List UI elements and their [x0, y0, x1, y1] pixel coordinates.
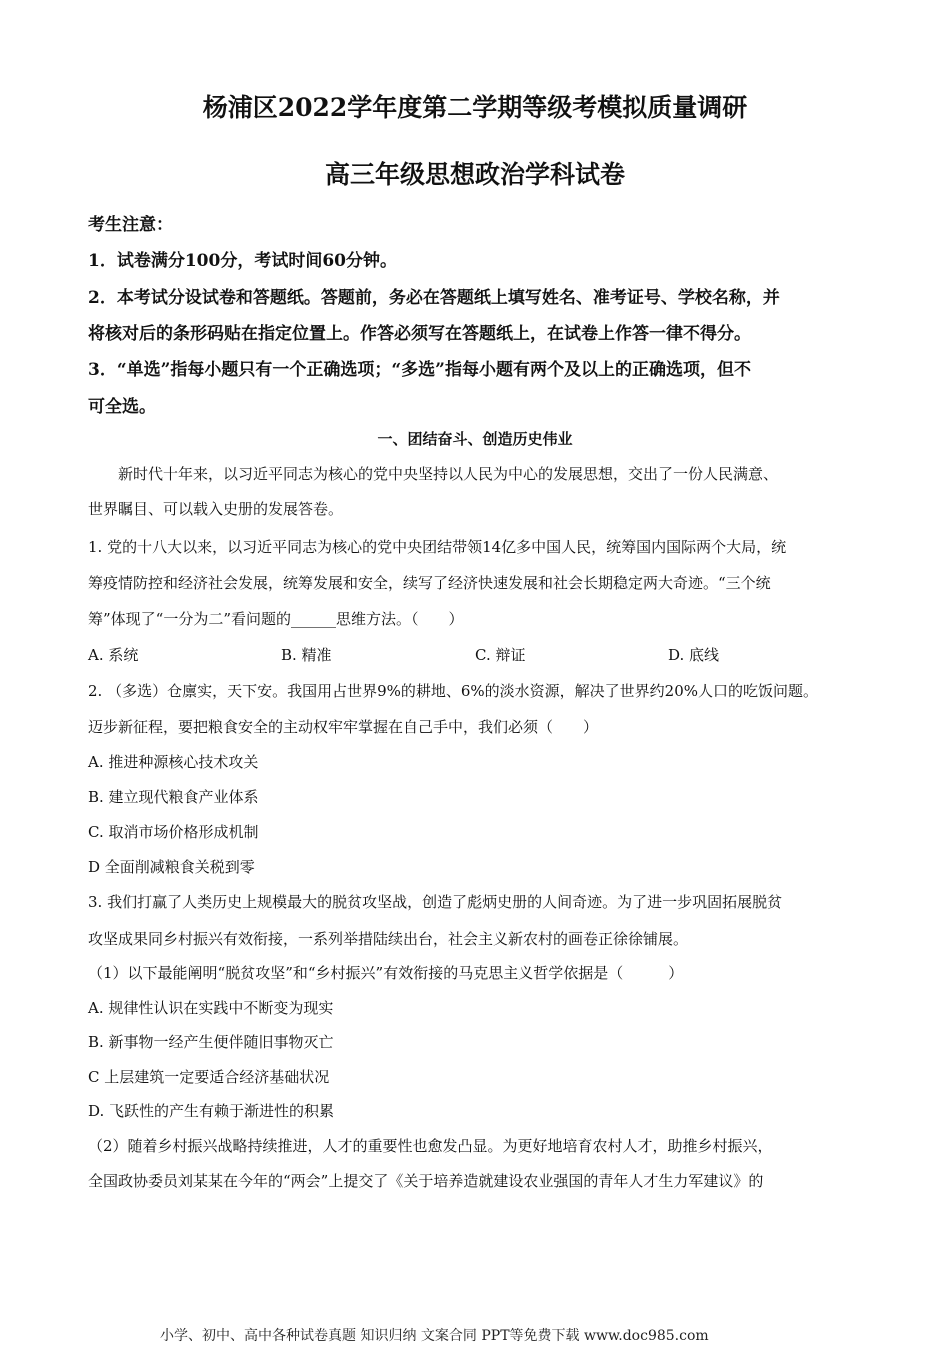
- q3-sub1-option-a: A. 规律性认识在实践中不断变为现实: [88, 999, 334, 1017]
- notice-line: 1．试卷满分100分，考试时间60分钟。: [88, 251, 397, 271]
- q2-option-a: A. 推进种源核心技术攻关: [88, 753, 259, 771]
- q1-stem-line: 筹”体现了“一分为二”看问题的______思维方法。（ ）: [88, 610, 464, 628]
- q3-sub2-line: （2）随着乡村振兴战略持续推进，人才的重要性也愈发凸显。为更好地培育农村人才，助推乡村振兴，: [88, 1137, 773, 1155]
- notice-line: 将核对后的条形码贴在指定位置上。作答必须写在答题纸上，在试卷上作答一律不得分。: [88, 324, 751, 344]
- section-intro-line: 世界瞩目、可以载入史册的发展答卷。: [88, 500, 344, 518]
- page-footer: 小学、初中、高中各种试卷真题 知识归纳 文案合同 PPT等免费下载 www.doc985.com: [160, 1328, 709, 1344]
- q3-stem-line: 3. 我们打赢了人类历史上规模最大的脱贫攻坚战，创造了彪炳史册的人间奇迹。为了进一步巩固拓展脱贫: [88, 893, 783, 911]
- q3-sub1-option-c: C 上层建筑一定要适合经济基础状况: [88, 1068, 330, 1086]
- q3-sub1-stem: （1）以下最能阐明“脱贫攻坚”和“乡村振兴”有效衔接的马克思主义哲学依据是（ ）: [88, 964, 684, 982]
- q3-stem-line: 攻坚成果同乡村振兴有效衔接，一系列举措陆续出台，社会主义新农村的画卷正徐徐铺展。: [88, 930, 689, 948]
- q3-sub1-option-d: D. 飞跃性的产生有赖于渐进性的积累: [88, 1102, 335, 1120]
- q2-option-d: D 全面削减粮食关税到零: [88, 858, 255, 876]
- q1-stem-line: 1. 党的十八大以来，以习近平同志为核心的党中央团结带领14亿多中国人民，统筹国内国际两个大局，统: [88, 538, 787, 556]
- q2-option-b: B. 建立现代粮食产业体系: [88, 788, 259, 806]
- q1-option-d: D. 底线: [668, 646, 720, 664]
- q2-stem-line: 2. （多选）仓廪实，天下安。我国用占世界9%的耕地、6%的淡水资源，解决了世界约20%人口的吃饭问题。: [88, 682, 819, 700]
- q1-option-c: C. 辩证: [475, 646, 526, 664]
- q3-sub1-option-b: B. 新事物一经产生便伴随旧事物灭亡: [88, 1033, 334, 1051]
- q2-stem-line: 迈步新征程，要把粮食安全的主动权牢牢掌握在自己手中，我们必须（ ）: [88, 718, 599, 736]
- q3-sub2-line: 全国政协委员刘某某在今年的“两会”上提交了《关于培养造就建设农业强国的青年人才生力军建议》的: [88, 1172, 764, 1190]
- section-title: 一、团结奋斗、创造历史伟业: [377, 430, 573, 448]
- exam-title-line2: 高三年级思想政治学科试卷: [324, 160, 625, 189]
- notice-line: 可全选。: [88, 397, 156, 417]
- q1-option-b: B. 精准: [281, 646, 332, 664]
- notice-line: 2．本考试分设试卷和答题纸。答题前，务必在答题纸上填写姓名、准考证号、学校名称，并: [88, 288, 780, 308]
- exam-title-line1: 杨浦区2022学年度第二学期等级考模拟质量调研: [202, 93, 748, 122]
- notice-line: 3．“单选”指每小题只有一个正确选项；“多选”指每小题有两个及以上的正确选项，但不: [88, 360, 751, 380]
- q2-option-c: C. 取消市场价格形成机制: [88, 823, 259, 841]
- section-intro-line: 新时代十年来，以习近平同志为核心的党中央坚持以人民为中心的发展思想，交出了一份人民满意、: [88, 465, 779, 483]
- q1-option-a: A. 系统: [88, 646, 139, 664]
- q1-stem-line: 筹疫情防控和经济社会发展，统筹发展和安全，续写了经济快速发展和社会长期稳定两大奇迹。“三个统: [88, 574, 771, 592]
- notice-heading: 考生注意：: [88, 215, 173, 235]
